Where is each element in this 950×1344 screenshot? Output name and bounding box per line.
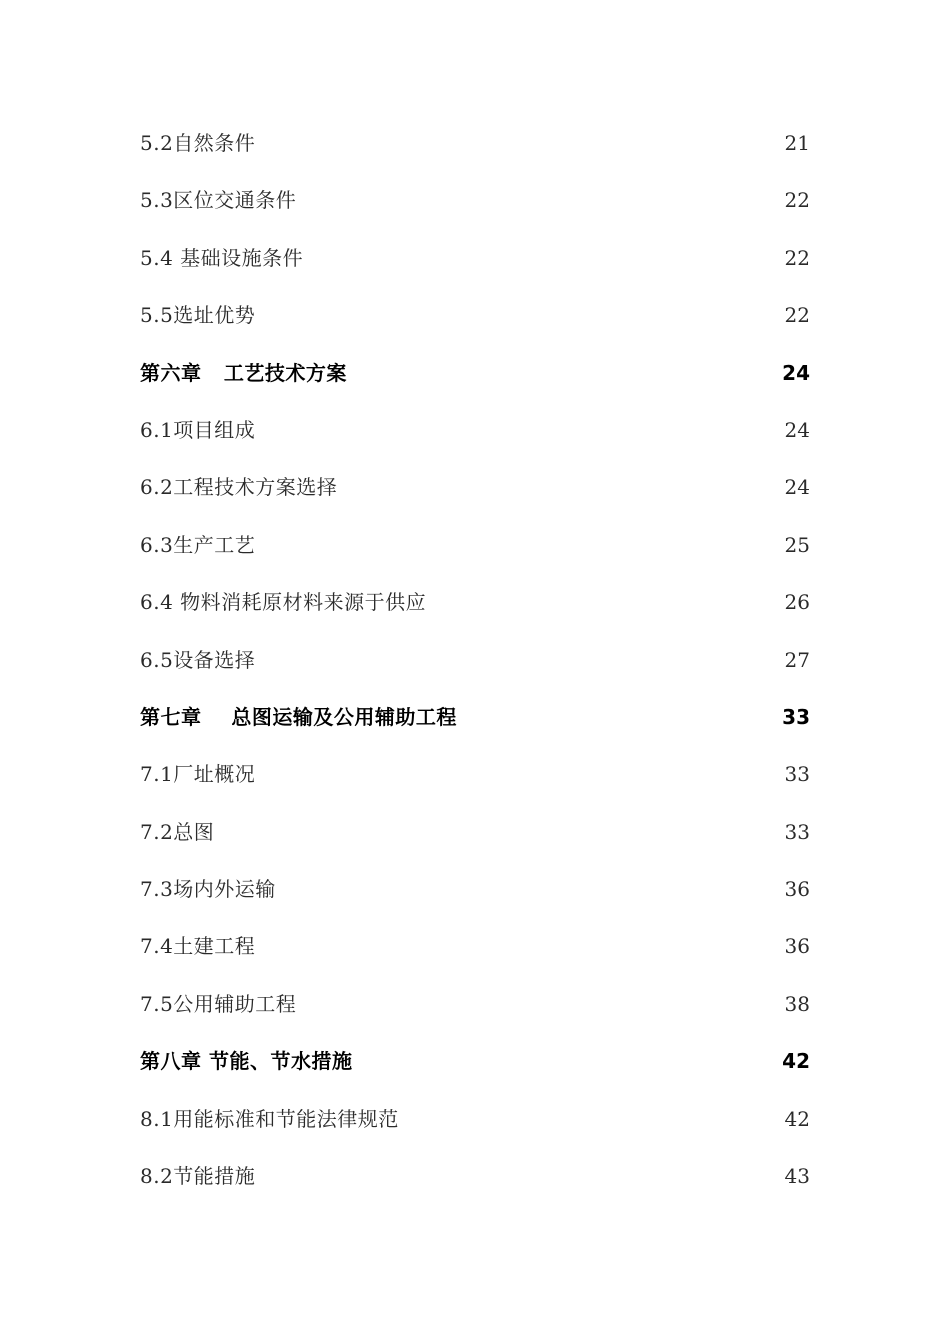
toc-chapter-page: 24 [782, 360, 810, 385]
table-of-contents [140, 115, 810, 1205]
toc-entry-6-1[interactable] [140, 402, 810, 459]
toc-entry-8-1[interactable] [140, 1091, 810, 1148]
toc-entry-title: 5.5选址优势 [140, 303, 256, 328]
toc-entry-title: 5.2自然条件 [140, 131, 256, 155]
toc-chapter-page: 42 [782, 1049, 810, 1074]
toc-chapter-title: 第六章 工艺技术方案 [140, 360, 347, 385]
toc-entry-5-3[interactable] [140, 172, 810, 229]
toc-entry-page: 42 [784, 1106, 810, 1131]
toc-entry-page: 22 [784, 245, 810, 270]
toc-entry-6-4[interactable] [140, 574, 810, 631]
toc-entry-page: 33 [784, 762, 810, 787]
toc-entry-title: 6.3生产工艺 [140, 532, 256, 557]
toc-chapter-page: 33 [782, 704, 810, 729]
toc-entry-5-4[interactable] [140, 230, 810, 287]
toc-entry-page: 38 [784, 991, 810, 1016]
toc-chapter-6[interactable] [140, 345, 810, 402]
toc-entry-page: 43 [784, 1164, 810, 1189]
toc-entry-page: 22 [784, 188, 810, 213]
toc-entry-page: 24 [784, 417, 810, 442]
toc-entry-title: 7.5公用辅助工程 [140, 991, 297, 1016]
toc-entry-title: 5.4 基础设施条件 [140, 245, 304, 270]
toc-entry-page: 26 [784, 590, 810, 615]
toc-entry-7-3[interactable] [140, 861, 810, 918]
toc-chapter-7[interactable] [140, 689, 810, 746]
toc-entry-page: 36 [784, 934, 810, 959]
toc-entry-page: 22 [784, 303, 810, 328]
toc-entry-6-2[interactable] [140, 459, 810, 516]
toc-entry-7-4[interactable] [140, 918, 810, 975]
toc-entry-page: 33 [784, 819, 810, 844]
toc-entry-title: 6.1项目组成 [140, 417, 256, 442]
toc-entry-title: 7.4土建工程 [140, 934, 256, 959]
toc-entry-5-2[interactable] [140, 115, 810, 172]
toc-entry-5-5[interactable] [140, 287, 810, 344]
toc-entry-title: 6.2工程技术方案选择 [140, 475, 338, 500]
toc-entry-7-5[interactable] [140, 976, 810, 1033]
toc-chapter-title: 第八章 节能、节水措施 [140, 1049, 353, 1074]
toc-entry-6-3[interactable] [140, 517, 810, 574]
toc-entry-title: 7.3场内外运输 [140, 877, 276, 902]
toc-entry-title: 7.1厂址概况 [140, 762, 256, 787]
toc-entry-page: 25 [784, 532, 810, 557]
toc-entry-6-5[interactable] [140, 632, 810, 689]
toc-entry-title: 7.2总图 [140, 819, 215, 844]
toc-entry-page: 21 [784, 131, 810, 155]
toc-entry-7-2[interactable] [140, 804, 810, 861]
toc-entry-page: 24 [784, 475, 810, 500]
toc-entry-7-1[interactable] [140, 746, 810, 803]
toc-entry-title: 8.1用能标准和节能法律规范 [140, 1106, 399, 1131]
toc-chapter-8[interactable] [140, 1033, 810, 1090]
toc-chapter-title: 第七章 总图运输及公用辅助工程 [140, 704, 457, 729]
toc-entry-title: 6.4 物料消耗原材料来源于供应 [140, 590, 427, 615]
toc-entry-8-2[interactable] [140, 1148, 810, 1205]
toc-entry-page: 36 [784, 877, 810, 902]
toc-entry-title: 6.5设备选择 [140, 647, 256, 672]
toc-entry-page: 27 [784, 647, 810, 672]
toc-entry-title: 8.2节能措施 [140, 1164, 256, 1189]
toc-entry-title: 5.3区位交通条件 [140, 188, 297, 213]
